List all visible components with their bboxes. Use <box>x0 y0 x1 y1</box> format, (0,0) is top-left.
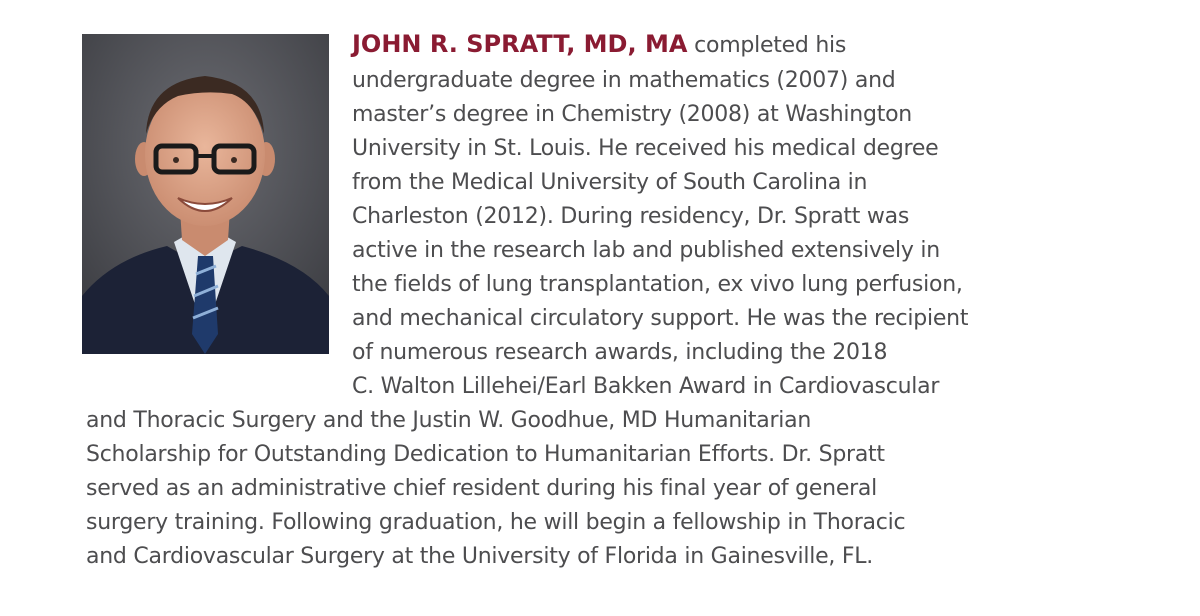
bio-line-7: active in the research lab and published extensively in <box>352 238 940 263</box>
portrait-photo <box>82 34 329 354</box>
bio-line-6: Charleston (2012). During residency, Dr. Spratt was <box>352 204 910 229</box>
bio-name: JOHN R. SPRATT, MD, MA <box>352 30 688 58</box>
bio-line-5: from the Medical University of South Carolina in <box>352 170 868 195</box>
bio-line-3: master’s degree in Chemistry (2008) at Washington <box>352 102 912 127</box>
bio-text-segment: completed his <box>687 33 847 58</box>
bio-line-9: and mechanical circulatory support. He was the recipient <box>352 306 969 331</box>
bio-line-16: and Cardiovascular Surgery at the University of Florida in Gainesville, FL. <box>86 544 874 569</box>
bio-line-8: the fields of lung transplantation, ex vivo lung perfusion, <box>352 272 963 297</box>
bio-line-1 <box>352 27 846 63</box>
bio-line-11: C. Walton Lillehei/Earl Bakken Award in Cardiovascular <box>352 374 940 399</box>
bio-line-14: served as an administrative chief resident during his final year of general <box>86 476 878 501</box>
bio-line-13: Scholarship for Outstanding Dedication to Humanitarian Efforts. Dr. Spratt <box>86 442 885 467</box>
bio-line-4: University in St. Louis. He received his medical degree <box>352 136 939 161</box>
bio-line-12: and Thoracic Surgery and the Justin W. Goodhue, MD Humanitarian <box>86 408 812 433</box>
bio-line-10: of numerous research awards, including the 2018 <box>352 340 888 365</box>
bio-line-15: surgery training. Following graduation, he will begin a fellowship in Thoracic <box>86 510 906 535</box>
bio-line-2: undergraduate degree in mathematics (2007) and <box>352 68 896 93</box>
